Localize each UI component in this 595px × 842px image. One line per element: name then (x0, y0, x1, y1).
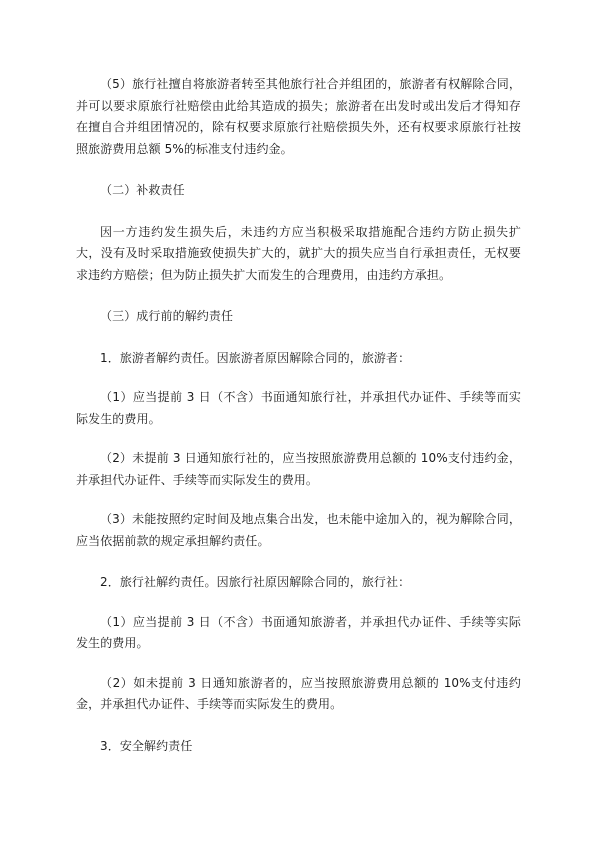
paragraph-merge-group-liability: （5）旅行社擅自将旅游者转至其他旅行社合并组团的，旅游者有权解除合同，并可以要求原旅行社赔偿由此给其造成的损失；旅游者在出发时或出发后才得知存在擅自合并组团情况的，除有权要求原旅行社赔偿损失外，还有权要求原旅行社按照旅游费用总额 5%的标准支付违约金。 (76, 77, 521, 156)
paragraph-agency-clause-1: （1）应当提前 3 日（不含）书面通知旅游者，并承担代办证件、手续等实际发生的费用。 (76, 614, 521, 650)
paragraph-agency-termination: 2．旅行社解约责任。因旅行社原因解除合同的，旅行社： (100, 575, 411, 589)
paragraph-tourist-clause-3: （3）未能按照约定时间及地点集合出发，也未能中途加入的，视为解除合同，应当依据前款的规定承担解约责任。 (76, 512, 521, 548)
heading-remedial-liability: （二）补救责任 (100, 183, 185, 197)
document-page (76, 74, 521, 757)
paragraph-agency-clause-2: （2）如未提前 3 日通知旅游者的，应当按照旅游费用总额的 10%支付违约金，并承担代办证件、手续等而实际发生的费用。 (76, 675, 521, 711)
paragraph-tourist-clause-1: （1）应当提前 3 日（不含）书面通知旅行社，并承担代办证件、手续等而实际发生的费用。 (76, 390, 521, 426)
heading-safety-termination: 3．安全解约责任 (100, 738, 193, 753)
heading-pre-departure-termination: （三）成行前的解约责任 (100, 309, 234, 323)
paragraph-loss-mitigation: 因一方违约发生损失后，未违约方应当积极采取措施配合违约方防止损失扩大，没有及时采取措施致使损失扩大的，就扩大的损失应当自行承担责任，无权要求违约方赔偿；但为防止损失扩大而发生的合理费用，由违约方承担。 (76, 224, 521, 282)
paragraph-tourist-termination: 1．旅游者解约责任。因旅游者原因解除合同的，旅游者： (100, 350, 411, 365)
paragraph-tourist-clause-2: （2）未提前 3 日通知旅行社的，应当按照旅游费用总额的 10%支付违约金，并承担代办证件、手续等而实际发生的费用。 (76, 451, 521, 487)
